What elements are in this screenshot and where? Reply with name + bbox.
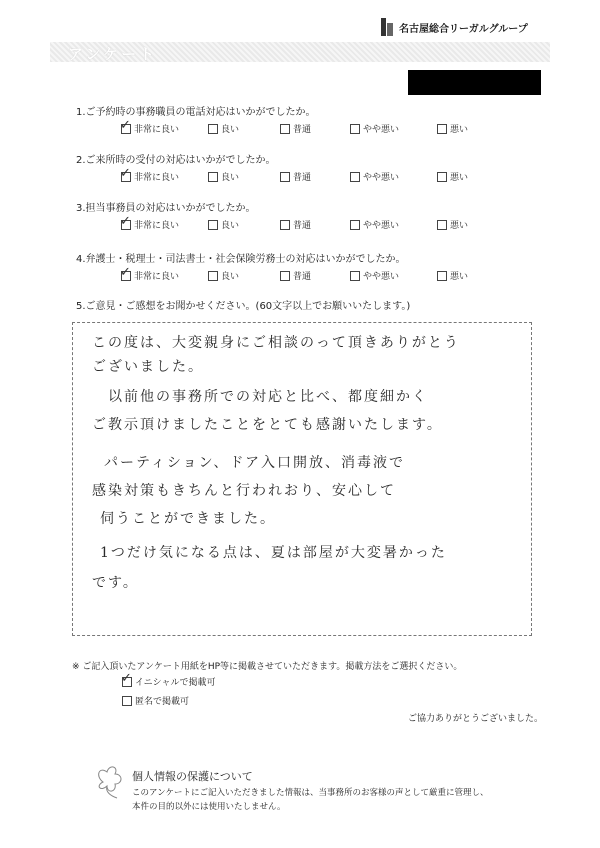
rating-option[interactable] — [208, 269, 239, 282]
publish-option[interactable] — [121, 670, 216, 688]
checkbox[interactable] — [280, 271, 290, 281]
option-label: やや悪い — [363, 125, 400, 135]
option-label: 非常に良い — [134, 173, 180, 183]
checkbox[interactable] — [120, 264, 131, 281]
checkbox[interactable] — [208, 172, 218, 182]
option-label: 良い — [221, 221, 240, 231]
rating-option[interactable] — [208, 122, 239, 135]
comment-line: ございました。 — [92, 359, 204, 375]
question-label: 3.担当事務員の対応はいかがでしたか。 — [76, 203, 256, 214]
checkbox[interactable] — [280, 124, 290, 134]
rating-option[interactable] — [350, 218, 399, 231]
comment-line: 1つだけ気になる点は、夏は部屋が大変暑かった — [100, 545, 447, 561]
rating-option[interactable] — [120, 165, 180, 183]
option-label: 悪い — [450, 272, 469, 282]
checkbox[interactable] — [437, 271, 447, 281]
company-logo — [381, 18, 528, 36]
flower-icon — [93, 762, 127, 800]
privacy-line-2: 本件の目的以外には使用いたしません。 — [132, 802, 286, 812]
checkbox[interactable] — [350, 172, 360, 182]
title-banner — [50, 42, 550, 62]
company-name: 名古屋総合リーガルグループ — [399, 23, 528, 35]
checkbox[interactable] — [208, 124, 218, 134]
check-mark-icon: ✓ — [120, 213, 131, 229]
rating-option[interactable] — [208, 170, 239, 183]
comment-line: 感染対策もきちんと行われおり、安心して — [92, 483, 396, 499]
rating-option[interactable] — [280, 170, 311, 183]
option-label: 悪い — [450, 173, 469, 183]
checkbox[interactable] — [120, 213, 131, 230]
rating-option[interactable] — [208, 218, 239, 231]
checkbox[interactable] — [350, 271, 360, 281]
rating-option[interactable] — [120, 264, 180, 282]
comment-line: 以前他の事務所での対応と比べ、都度細かく — [108, 389, 428, 405]
option-label: やや悪い — [363, 221, 400, 231]
rating-option[interactable] — [120, 213, 180, 231]
check-mark-icon: ✓ — [120, 117, 131, 133]
rating-option[interactable] — [437, 269, 468, 282]
comment-line: この度は、大変親身にご相談のって頂きありがとう — [92, 335, 460, 351]
rating-option[interactable] — [437, 218, 468, 231]
redaction-box — [408, 70, 541, 95]
comment-line: ご教示頂けましたことをとても感謝いたします。 — [92, 417, 443, 433]
option-label: 非常に良い — [134, 125, 180, 135]
option-label: 悪い — [450, 125, 469, 135]
question-label: 2.ご来所時の受付の対応はいかがでしたか。 — [76, 155, 276, 166]
checkbox[interactable] — [350, 124, 360, 134]
option-label: 良い — [221, 272, 240, 282]
checkbox[interactable] — [120, 165, 131, 182]
comment-line: 伺うことができました。 — [100, 511, 276, 527]
option-label: 悪い — [450, 221, 469, 231]
option-label: やや悪い — [363, 272, 400, 282]
publish-option[interactable] — [122, 694, 189, 707]
rating-option[interactable] — [120, 117, 180, 135]
rating-option[interactable] — [350, 122, 399, 135]
option-label: イニシャルで掲載可 — [135, 678, 216, 688]
option-label: 普通 — [293, 272, 312, 282]
comment-line: パーティション、ドア入口開放、消毒液で — [104, 455, 406, 471]
checkbox[interactable] — [350, 220, 360, 230]
thanks-text: ご協力ありがとうございました。 — [408, 714, 544, 724]
rating-option[interactable] — [437, 170, 468, 183]
checkbox[interactable] — [120, 117, 131, 134]
publish-note: ※ ご記入頂いたアンケート用紙をHP等に掲載させていただきます。掲載方法をご選択ください。 — [72, 662, 463, 672]
option-label: 非常に良い — [134, 221, 180, 231]
option-label: 非常に良い — [134, 272, 180, 282]
option-label: やや悪い — [363, 173, 400, 183]
checkbox[interactable] — [437, 220, 447, 230]
check-mark-icon: ✓ — [120, 165, 131, 181]
rating-option[interactable] — [280, 122, 311, 135]
option-label: 良い — [221, 173, 240, 183]
option-label: 普通 — [293, 125, 312, 135]
banner-title: アンケート — [68, 45, 158, 63]
option-label: 匿名で掲載可 — [135, 697, 190, 707]
checkbox[interactable] — [208, 271, 218, 281]
rating-option[interactable] — [437, 122, 468, 135]
option-label: 普通 — [293, 221, 312, 231]
check-mark-icon: ✓ — [120, 264, 131, 280]
q5-label: 5.ご意見・ご感想をお聞かせください。(60文字以上でお願いいたします。) — [76, 301, 411, 312]
question-label: 1.ご予約時の事務職員の電話対応はいかがでしたか。 — [76, 107, 316, 118]
checkbox[interactable] — [437, 124, 447, 134]
rating-option[interactable] — [280, 218, 311, 231]
comment-line: です。 — [92, 575, 139, 591]
checkbox[interactable] — [208, 220, 218, 230]
rating-option[interactable] — [350, 269, 399, 282]
checkbox[interactable] — [280, 172, 290, 182]
question-label: 4.弁護士・税理士・司法書士・社会保険労務士の対応はいかがでしたか。 — [76, 254, 406, 265]
checkbox[interactable] — [122, 696, 132, 706]
option-label: 良い — [221, 125, 240, 135]
check-mark-icon: ✓ — [121, 670, 132, 686]
checkbox[interactable] — [121, 670, 132, 687]
rating-option[interactable] — [280, 269, 311, 282]
rating-option[interactable] — [350, 170, 399, 183]
privacy-line-1: このアンケートにご記入いただきました情報は、当事務所のお客様の声として厳重に管理し、 — [132, 788, 489, 798]
option-label: 普通 — [293, 173, 312, 183]
checkbox[interactable] — [437, 172, 447, 182]
logo-mark-icon — [381, 18, 393, 36]
checkbox[interactable] — [280, 220, 290, 230]
privacy-title: 個人情報の保護について — [132, 770, 253, 783]
